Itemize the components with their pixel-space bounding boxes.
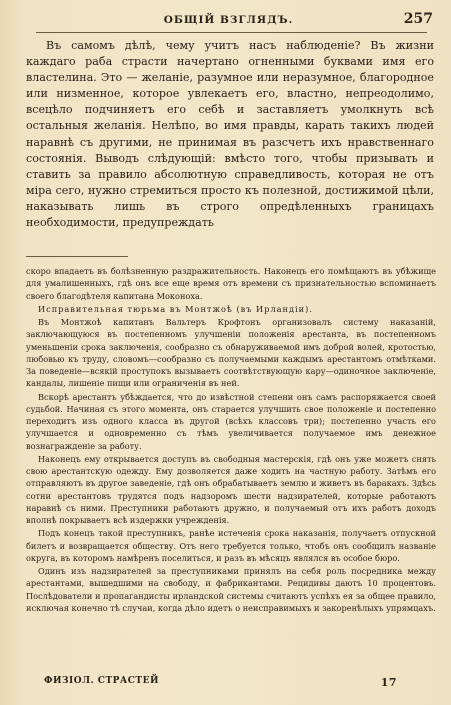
page-footer	[44, 676, 397, 690]
header-rule	[36, 32, 427, 33]
page-number: 257	[403, 11, 433, 27]
notes-section	[26, 265, 436, 615]
notes-section-heading: Исправительная тюрьма въ Монтжоѣ (въ Ирландіи).	[38, 303, 313, 314]
page-header	[24, 11, 433, 32]
notes-paragraph: Вскорѣ арестантъ убѣждается, что до извѣстной степени онъ самъ распоряжается своей судьбой. Начиная съ этого момента, онъ старается улучшить свое положеніе и постепенно переходитъ изъ одного класса въ другой (всѣхъ классовъ три); постепенно участь его улучшается и одновременно съ тѣмъ увеличивается получаемое имъ денежное вознагражденіе за работу.	[26, 391, 436, 451]
notes-paragraph: Одинъ изъ надзирателей за преступниками принялъ на себя роль посредника между арестантами, вышедшими на свободу, и фабрикантами. Рецидивы даютъ 10 процентовъ. Послѣдователи и пропагандисты ирландской системы считаютъ успѣхъ ея за общее правило, исключая конечно тѣ случаи, когда дѣло идетъ о неисправимыхъ и закоренѣлыхъ упрямцахъ.	[26, 566, 436, 613]
notes-paragraph: Подъ конецъ такой преступникъ, ранѣе истеченія срока наказанія, получаетъ отпускной билетъ и возвращается обществу. Отъ него требуется только, чтобъ онъ сообщилъ названіе округа, въ которомъ намѣренъ поселиться, и разъ въ мѣсяцъ являлся въ особое бюро.	[26, 528, 436, 563]
notes-paragraph: Въ Монтжоѣ капитанъ Вальтеръ Крофтонъ организовалъ систему наказаній, заключающуюся въ постепенномъ улучшеніи положенія арестанта, въ постепенномъ уменьшеніи срока заключенія, сообразно съ обнаруживаемой имъ доброй волей, кротостью, любовью къ труду, словомъ—сообразно съ получаемыми каждымъ арестантомъ отмѣтками. За поведеніе—всякій проступокъ вызываетъ соотвѣтствующую кару—одиночное заключеніе, кандалы, лишеніе пищи или ограниченія въ ней.	[26, 317, 436, 389]
notes-paragraph: Наконецъ ему открывается доступъ въ свободныя мастерскія, гдѣ онъ уже можетъ снять свою арестантскую одежду. Ему дозволяется даже ходить на частную работу. Затѣмъ его отправляютъ въ другое заведеніе, гдѣ онъ обрабатываетъ землю и живетъ въ баракахъ. Здѣсь сотни арестантовъ трудятся подъ надзоромъ шести надзирателей, которые работаютъ наравнѣ съ ними. Преступники работаютъ дружно, и получаемый отъ ихъ работъ доходъ вполнѣ покрываетъ всѣ издержки учрежденія.	[26, 453, 436, 525]
notes-divider	[26, 256, 128, 257]
notes-continuation: скоро впадаетъ въ болѣзненную раздражительность. Наконецъ его помѣщаютъ въ убѣжище для умалишенныхъ, гдѣ онъ все еще время отъ времени съ признательностью вспоминаетъ своего благодѣтеля капитана Моконоха.	[26, 266, 436, 301]
signature-label: ФИЗІОЛ. СТРАСТЕЙ	[44, 676, 159, 686]
signature-number: 17	[380, 676, 397, 689]
running-title: ОБЩІЙ ВЗГЛЯДЪ.	[163, 14, 294, 26]
main-paragraph: Въ самомъ дѣлѣ, чему учитъ насъ наблюденіе? Въ жизни каждаго раба страсти начертано огненными буквами имя его властелина. Это — желаніе, разумное или неразумное, благородное или низменное, которое увлекаетъ его, властно, непреодолимо, всецѣло подчиняетъ его себѣ и заставляетъ умолкнуть всѣ остальныя желанія. Нелѣпо, во имя правды, карать такихъ людей наравнѣ съ другими, не принимая въ разсчетъ ихъ нравственнаго состоянія. Выводъ слѣдующій: вмѣсто того, чтобы призывать и ставить за правило абсолютную справедливость, которая не отъ міра сего, нужно стремиться просто къ полезной, достижимой цѣли, наказывать лишь въ строго опредѣленныхъ границахъ необходимости, предупреждать	[26, 39, 434, 230]
main-text	[26, 38, 434, 231]
